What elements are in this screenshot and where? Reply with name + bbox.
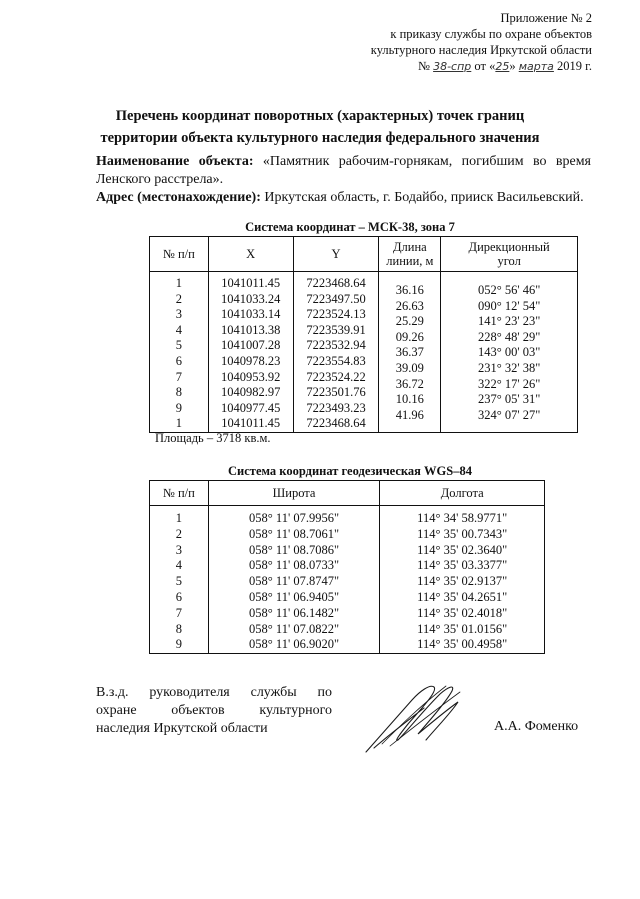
direction-header-line-2: угол xyxy=(497,254,521,268)
signatory-line-2: охране объектов культурного xyxy=(96,703,332,718)
table1-x-cell: 1041013.38 xyxy=(220,322,281,337)
table2-latitude-cell: 058° 11' 08.7086" xyxy=(249,542,340,557)
table2-num-cell: 5 xyxy=(175,574,182,589)
signatory-line-1: В.з.д. руководителя службы по xyxy=(96,685,332,700)
area-label: Площадь xyxy=(155,431,204,445)
table1-x-cell: 1040982.97 xyxy=(220,385,281,400)
table1-x-cell: 1040953.92 xyxy=(220,369,281,384)
table1-distance-cell: 39.09 xyxy=(395,360,424,375)
table1-y-cell: 7223497.50 xyxy=(306,291,366,306)
table1-direction-column xyxy=(441,272,578,433)
table1-x-column xyxy=(208,272,293,433)
table1-direction-cell: 324° 07' 27" xyxy=(477,407,541,422)
table1-y-cell: 7223524.13 xyxy=(306,307,366,322)
order-quote-close: » xyxy=(509,59,516,73)
table1-x-cell: 1040977.45 xyxy=(220,400,281,415)
table1-y-cell: 7223554.83 xyxy=(306,353,366,368)
table1-header-y: Y xyxy=(293,237,379,272)
table1-distance-cell: 36.16 xyxy=(395,283,424,297)
table2-latitude-cell: 058° 11' 06.9020" xyxy=(249,637,340,652)
signatory-name: А.А. Фоменко xyxy=(494,719,579,734)
table2-num-cell: 6 xyxy=(175,589,182,604)
signatory-line-3: наследия Иркутской области xyxy=(96,721,268,736)
table2-num-column xyxy=(150,506,209,654)
table1-direction-cell: 231° 32' 38" xyxy=(477,360,541,375)
table2-longitude-cell: 114° 35' 01.0156" xyxy=(417,621,508,636)
appendix-line-1: Приложение № 2 xyxy=(500,11,592,25)
table1-y-cell: 7223468.64 xyxy=(306,416,366,431)
table2-body-row xyxy=(150,506,545,654)
table2-num-cell: 2 xyxy=(175,526,182,541)
table1-distance-cell: 36.37 xyxy=(395,345,424,360)
order-month-handwritten: марта xyxy=(518,60,554,73)
table1-direction-cell: 141° 23' 23" xyxy=(477,314,541,329)
appendix-line-2: к приказу службы по охране объектов xyxy=(390,27,592,41)
table1-direction-cell: 090° 12' 54" xyxy=(477,298,541,313)
order-day-handwritten: 25 xyxy=(495,60,510,73)
table2-latitude-cell: 058° 11' 07.8747" xyxy=(249,574,340,589)
table1-num-cell: 8 xyxy=(175,385,182,400)
table1-y-cell: 7223532.94 xyxy=(306,338,366,353)
order-year: 2019 г. xyxy=(557,59,592,73)
table2-latitude-cell: 058° 11' 06.1482" xyxy=(249,605,340,620)
order-date-label: от « xyxy=(474,59,496,73)
table1-x-cell: 1041011.45 xyxy=(221,416,281,431)
table1-distance-cell: 36.72 xyxy=(395,376,424,391)
table2-longitude-cell: 114° 35' 00.4958" xyxy=(417,637,508,652)
table2-longitude-cell: 114° 35' 02.4018" xyxy=(417,605,508,620)
table1-num-cell: 7 xyxy=(175,369,182,384)
signatory-position xyxy=(96,684,332,738)
table1-x-cell: 1041007.28 xyxy=(220,338,281,353)
wgs84-coordinates-table xyxy=(149,480,545,654)
table1-x-cell: 1041033.24 xyxy=(220,291,281,306)
table2-longitude-column xyxy=(380,506,545,654)
table2-latitude-cell: 058° 11' 08.7061" xyxy=(249,526,340,541)
table1-direction-cell: 143° 00' 03" xyxy=(477,345,541,360)
table2-latitude-cell: 058° 11' 07.9956" xyxy=(249,511,340,525)
table1-header-distance xyxy=(379,237,441,272)
object-name-label: Наименование объекта: xyxy=(96,154,254,169)
object-info xyxy=(96,153,591,207)
distance-header-line-1: Длина xyxy=(393,240,427,254)
table1-caption: Система координат – МСК-38, зона 7 xyxy=(245,220,455,234)
object-address-value: Иркутская область, г. Бодайбо, прииск Васильевский. xyxy=(264,190,584,205)
table1-direction-cell: 052° 56' 46" xyxy=(477,283,541,297)
table2-longitude-cell: 114° 35' 04.2651" xyxy=(417,589,508,604)
order-number-handwritten: 38-спр xyxy=(433,60,472,73)
table1-body-row xyxy=(150,272,578,433)
table1-num-cell: 3 xyxy=(175,307,182,322)
table1-num-cell: 1 xyxy=(175,276,182,290)
area-line xyxy=(155,431,271,446)
handwritten-signature xyxy=(360,678,470,758)
table2-longitude-cell: 114° 35' 00.7343" xyxy=(417,526,508,541)
table1-num-cell: 9 xyxy=(175,400,182,415)
table1-distance-cell: 09.26 xyxy=(395,329,424,344)
table1-y-cell: 7223501.76 xyxy=(306,385,366,400)
table1-y-column xyxy=(293,272,379,433)
table2-num-cell: 8 xyxy=(175,621,182,636)
table1-distance-column xyxy=(379,272,441,433)
table1-distance-cell: 41.96 xyxy=(395,407,424,422)
table1-header-num: № п/п xyxy=(150,237,209,272)
table1-header-x: X xyxy=(208,237,293,272)
table1-x-cell: 1041011.45 xyxy=(221,276,281,290)
table2-caption: Система координат геодезическая WGS–84 xyxy=(228,464,472,478)
object-address-label: Адрес (местонахождение): xyxy=(96,190,261,205)
table2-num-cell: 1 xyxy=(175,511,182,525)
distance-header-line-2: линии, м xyxy=(386,254,434,268)
table1-y-cell: 7223493.23 xyxy=(306,400,366,415)
table2-longitude-cell: 114° 35' 03.3377" xyxy=(417,558,508,573)
area-dash: – xyxy=(206,431,214,445)
table2-latitude-column xyxy=(208,506,380,654)
table2-header-longitude: Долгота xyxy=(380,481,545,506)
table1-header-row xyxy=(150,237,578,272)
table1-num-cell: 4 xyxy=(175,322,182,337)
table1-direction-cell: 322° 17' 26" xyxy=(477,376,541,391)
msk-coordinates-table xyxy=(149,236,578,433)
order-number-label: № xyxy=(418,59,430,73)
appendix-block xyxy=(272,10,592,75)
table2-longitude-cell: 114° 35' 02.3640" xyxy=(417,542,508,557)
table1-direction-cell: 228° 48' 29" xyxy=(477,329,541,344)
table2-num-cell: 7 xyxy=(175,605,182,620)
table1-distance-cell: 26.63 xyxy=(395,298,424,313)
table1-num-cell: 2 xyxy=(175,291,182,306)
table1-y-cell: 7223524.22 xyxy=(306,369,366,384)
table1-num-column xyxy=(150,272,209,433)
table2-num-cell: 3 xyxy=(175,542,182,557)
table1-y-cell: 7223468.64 xyxy=(306,276,366,290)
table1-y-cell: 7223539.91 xyxy=(306,322,366,337)
table2-header-latitude: Широта xyxy=(208,481,380,506)
table1-num-cell: 6 xyxy=(175,353,182,368)
table2-latitude-cell: 058° 11' 07.0822" xyxy=(249,621,340,636)
title-line-2: территории объекта культурного наследия федерального значения xyxy=(100,130,540,146)
direction-header-line-1: Дирекционный xyxy=(468,240,550,254)
table1-x-cell: 1041033.14 xyxy=(220,307,281,322)
appendix-line-3: культурного наследия Иркутской области xyxy=(370,43,592,57)
table2-num-cell: 9 xyxy=(175,637,182,652)
table1-num-cell: 1 xyxy=(175,416,182,431)
object-name-value: «Памятник рабочим-горнякам, погибшим во время Ленского расстрела». xyxy=(96,154,591,187)
table1-distance-cell: 25.29 xyxy=(395,314,424,329)
object-name-paragraph xyxy=(96,153,591,189)
table1-header-direction xyxy=(441,237,578,272)
area-value: 3718 кв.м. xyxy=(216,431,271,445)
table2-longitude-cell: 114° 34' 58.9771" xyxy=(417,511,508,525)
table2-longitude-cell: 114° 35' 02.9137" xyxy=(417,574,508,589)
table1-x-cell: 1040978.23 xyxy=(220,353,281,368)
table2-latitude-cell: 058° 11' 06.9405" xyxy=(249,589,340,604)
table1-direction-cell: 237° 05' 31" xyxy=(477,392,541,407)
document-title xyxy=(60,105,580,149)
title-line-1: Перечень координат поворотных (характерных) точек границ xyxy=(115,108,525,124)
table2-header-num: № п/п xyxy=(150,481,209,506)
table2-num-cell: 4 xyxy=(175,558,182,573)
table2-latitude-cell: 058° 11' 08.0733" xyxy=(249,558,340,573)
table1-distance-cell: 10.16 xyxy=(395,392,424,407)
appendix-order-line xyxy=(272,58,592,75)
object-address-paragraph xyxy=(96,189,591,207)
table2-header-row xyxy=(150,481,545,506)
table1-num-cell: 5 xyxy=(175,338,182,353)
